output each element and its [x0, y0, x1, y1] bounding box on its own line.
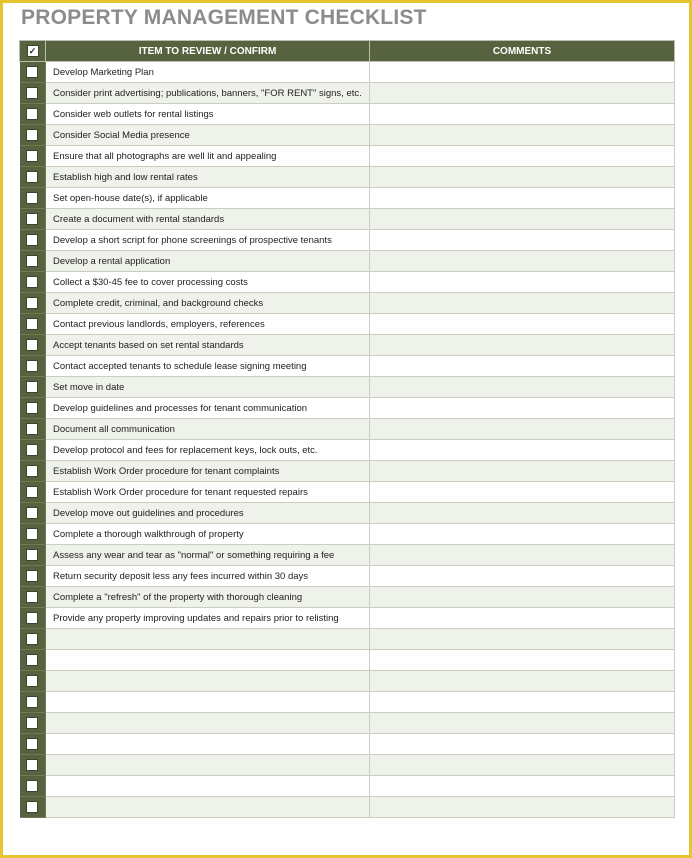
row-checkbox[interactable]: [26, 633, 38, 645]
comment-cell[interactable]: [370, 671, 675, 692]
table-row: [20, 776, 675, 797]
item-cell[interactable]: [46, 755, 370, 776]
item-cell[interactable]: Develop a rental application: [46, 251, 370, 272]
item-cell[interactable]: Consider print advertising; publications, banners, "FOR RENT" signs, etc.: [46, 83, 370, 104]
table-row: [20, 83, 675, 104]
item-cell[interactable]: Set open-house date(s), if applicable: [46, 188, 370, 209]
row-checkbox[interactable]: [26, 234, 38, 246]
row-checkbox[interactable]: [26, 108, 38, 120]
table-row: [20, 209, 675, 230]
comment-cell[interactable]: [370, 566, 675, 587]
row-checkbox[interactable]: [26, 801, 38, 813]
row-checkbox[interactable]: [26, 129, 38, 141]
item-cell[interactable]: [46, 650, 370, 671]
item-cell[interactable]: Develop guidelines and processes for tenant communication: [46, 398, 370, 419]
row-checkbox[interactable]: [26, 339, 38, 351]
item-cell[interactable]: Return security deposit less any fees incurred within 30 days: [46, 566, 370, 587]
checkbox-cell: [20, 398, 46, 419]
row-checkbox[interactable]: [26, 444, 38, 456]
comment-cell[interactable]: [370, 650, 675, 671]
checkbox-cell: [20, 629, 46, 650]
checkbox-cell: [20, 293, 46, 314]
item-cell[interactable]: Develop a short script for phone screenings of prospective tenants: [46, 230, 370, 251]
row-checkbox[interactable]: [26, 528, 38, 540]
checkbox-cell: [20, 671, 46, 692]
comment-cell[interactable]: [370, 440, 675, 461]
header-row: [20, 41, 675, 62]
table-row: [20, 251, 675, 272]
row-checkbox[interactable]: [26, 738, 38, 750]
comment-cell[interactable]: [370, 209, 675, 230]
item-cell[interactable]: Contact previous landlords, employers, references: [46, 314, 370, 335]
row-checkbox[interactable]: [26, 66, 38, 78]
row-checkbox[interactable]: [26, 213, 38, 225]
row-checkbox[interactable]: [26, 507, 38, 519]
table-row: [20, 335, 675, 356]
checkbox-cell: [20, 608, 46, 629]
comment-cell[interactable]: [370, 314, 675, 335]
comment-cell[interactable]: [370, 755, 675, 776]
table-row: [20, 293, 675, 314]
row-checkbox[interactable]: [26, 612, 38, 624]
item-cell[interactable]: [46, 692, 370, 713]
checkbox-cell: [20, 188, 46, 209]
item-cell[interactable]: Consider web outlets for rental listings: [46, 104, 370, 125]
table-row: [20, 314, 675, 335]
table-row: [20, 482, 675, 503]
checkbox-cell: [20, 167, 46, 188]
checkbox-cell: [20, 734, 46, 755]
table-row: [20, 692, 675, 713]
row-checkbox[interactable]: [26, 465, 38, 477]
comment-cell[interactable]: [370, 146, 675, 167]
row-checkbox[interactable]: [26, 87, 38, 99]
checkbox-cell: [20, 524, 46, 545]
comment-cell[interactable]: [370, 608, 675, 629]
row-checkbox[interactable]: [26, 297, 38, 309]
checkbox-cell: [20, 146, 46, 167]
comment-cell[interactable]: [370, 83, 675, 104]
checkbox-cell: [20, 797, 46, 818]
item-cell[interactable]: [46, 776, 370, 797]
table-row: [20, 797, 675, 818]
table-row: [20, 503, 675, 524]
item-cell[interactable]: Develop move out guidelines and procedures: [46, 503, 370, 524]
comment-cell[interactable]: [370, 692, 675, 713]
item-cell[interactable]: [46, 629, 370, 650]
checkbox-cell: [20, 755, 46, 776]
comment-cell[interactable]: [370, 398, 675, 419]
row-checkbox[interactable]: [26, 318, 38, 330]
item-cell[interactable]: [46, 671, 370, 692]
row-checkbox[interactable]: [26, 171, 38, 183]
checkbox-cell: [20, 587, 46, 608]
header-checkmark-icon: ✓: [27, 45, 39, 57]
row-checkbox[interactable]: [26, 570, 38, 582]
row-checkbox[interactable]: [26, 780, 38, 792]
row-checkbox[interactable]: [26, 717, 38, 729]
row-checkbox[interactable]: [26, 486, 38, 498]
row-checkbox[interactable]: [26, 360, 38, 372]
checkbox-cell: [20, 440, 46, 461]
item-cell[interactable]: Assess any wear and tear as "normal" or something requiring a fee: [46, 545, 370, 566]
table-row: [20, 629, 675, 650]
item-cell[interactable]: Provide any property improving updates and repairs prior to relisting: [46, 608, 370, 629]
checkbox-cell: [20, 713, 46, 734]
table-row: [20, 419, 675, 440]
item-cell[interactable]: [46, 713, 370, 734]
table-row: [20, 272, 675, 293]
row-checkbox[interactable]: [26, 276, 38, 288]
checkbox-cell: [20, 125, 46, 146]
table-row: [20, 356, 675, 377]
item-cell[interactable]: Establish Work Order procedure for tenant requested repairs: [46, 482, 370, 503]
comment-cell[interactable]: [370, 419, 675, 440]
checkbox-cell: [20, 83, 46, 104]
checkbox-cell: [20, 314, 46, 335]
table-row: [20, 440, 675, 461]
table-row: [20, 167, 675, 188]
table-row: [20, 377, 675, 398]
row-checkbox[interactable]: [26, 654, 38, 666]
comment-cell[interactable]: [370, 545, 675, 566]
checkbox-cell: [20, 419, 46, 440]
table-row: [20, 713, 675, 734]
item-cell[interactable]: [46, 734, 370, 755]
item-cell[interactable]: Establish high and low rental rates: [46, 167, 370, 188]
checklist-table: [19, 40, 675, 818]
checkbox-cell: [20, 776, 46, 797]
checkbox-cell: [20, 482, 46, 503]
item-cell[interactable]: Establish Work Order procedure for tenant complaints: [46, 461, 370, 482]
table-row: [20, 755, 675, 776]
item-cell[interactable]: [46, 797, 370, 818]
item-cell[interactable]: Accept tenants based on set rental standards: [46, 335, 370, 356]
item-cell[interactable]: Consider Social Media presence: [46, 125, 370, 146]
row-checkbox[interactable]: [26, 150, 38, 162]
row-checkbox[interactable]: [26, 381, 38, 393]
checkbox-cell: [20, 461, 46, 482]
checkbox-cell: [20, 566, 46, 587]
comment-cell[interactable]: [370, 272, 675, 293]
item-cell[interactable]: Complete a thorough walkthrough of property: [46, 524, 370, 545]
row-checkbox[interactable]: [26, 402, 38, 414]
comment-cell[interactable]: [370, 461, 675, 482]
comment-cell[interactable]: [370, 230, 675, 251]
item-cell[interactable]: Complete credit, criminal, and background checks: [46, 293, 370, 314]
checkbox-cell: [20, 335, 46, 356]
comment-cell[interactable]: [370, 713, 675, 734]
item-cell[interactable]: Develop Marketing Plan: [46, 62, 370, 83]
comment-cell[interactable]: [370, 503, 675, 524]
table-row: [20, 461, 675, 482]
item-cell[interactable]: Document all communication: [46, 419, 370, 440]
row-checkbox[interactable]: [26, 759, 38, 771]
table-row: [20, 566, 675, 587]
comment-cell[interactable]: [370, 377, 675, 398]
comment-cell[interactable]: [370, 251, 675, 272]
table-row: [20, 398, 675, 419]
comment-cell[interactable]: [370, 356, 675, 377]
comment-cell[interactable]: [370, 797, 675, 818]
comment-cell[interactable]: [370, 587, 675, 608]
row-checkbox[interactable]: [26, 423, 38, 435]
page-title: PROPERTY MANAGEMENT CHECKLIST: [21, 6, 427, 29]
table-row: [20, 545, 675, 566]
checkbox-cell: [20, 503, 46, 524]
checkbox-cell: [20, 356, 46, 377]
row-checkbox[interactable]: [26, 591, 38, 603]
row-checkbox[interactable]: [26, 696, 38, 708]
table-row: [20, 188, 675, 209]
checkbox-cell: [20, 377, 46, 398]
checkbox-cell: [20, 692, 46, 713]
header-check-cell: [20, 41, 46, 62]
item-cell[interactable]: Contact accepted tenants to schedule lease signing meeting: [46, 356, 370, 377]
header-item-column: ITEM TO REVIEW / CONFIRM: [46, 41, 370, 62]
comment-cell[interactable]: [370, 734, 675, 755]
comment-cell[interactable]: [370, 776, 675, 797]
table-row: [20, 671, 675, 692]
comment-cell[interactable]: [370, 482, 675, 503]
comment-cell[interactable]: [370, 293, 675, 314]
table-row: [20, 587, 675, 608]
item-cell[interactable]: Collect a $30-45 fee to cover processing costs: [46, 272, 370, 293]
checkbox-cell: [20, 230, 46, 251]
row-checkbox[interactable]: [26, 192, 38, 204]
comment-cell[interactable]: [370, 524, 675, 545]
checkbox-cell: [20, 62, 46, 83]
item-cell[interactable]: Develop protocol and fees for replacement keys, lock outs, etc.: [46, 440, 370, 461]
comment-cell[interactable]: [370, 167, 675, 188]
checkbox-cell: [20, 272, 46, 293]
table-row: [20, 524, 675, 545]
checkbox-cell: [20, 650, 46, 671]
row-checkbox[interactable]: [26, 255, 38, 267]
checkbox-cell: [20, 545, 46, 566]
comment-cell[interactable]: [370, 335, 675, 356]
table-row: [20, 608, 675, 629]
row-checkbox[interactable]: [26, 549, 38, 561]
comment-cell[interactable]: [370, 629, 675, 650]
table-row: [20, 62, 675, 83]
checkbox-cell: [20, 251, 46, 272]
table-row: [20, 146, 675, 167]
table-row: [20, 230, 675, 251]
table-row: [20, 734, 675, 755]
table-row: [20, 125, 675, 146]
item-cell[interactable]: Complete a "refresh" of the property with thorough cleaning: [46, 587, 370, 608]
row-checkbox[interactable]: [26, 675, 38, 687]
checkbox-cell: [20, 209, 46, 230]
comment-cell[interactable]: [370, 62, 675, 83]
item-cell[interactable]: Ensure that all photographs are well lit and appealing: [46, 146, 370, 167]
comment-cell[interactable]: [370, 104, 675, 125]
table-row: [20, 650, 675, 671]
comment-cell[interactable]: [370, 188, 675, 209]
comment-cell[interactable]: [370, 125, 675, 146]
item-cell[interactable]: Set move in date: [46, 377, 370, 398]
item-cell[interactable]: Create a document with rental standards: [46, 209, 370, 230]
checkbox-cell: [20, 104, 46, 125]
table-row: [20, 104, 675, 125]
header-comments-column: COMMENTS: [370, 41, 675, 62]
